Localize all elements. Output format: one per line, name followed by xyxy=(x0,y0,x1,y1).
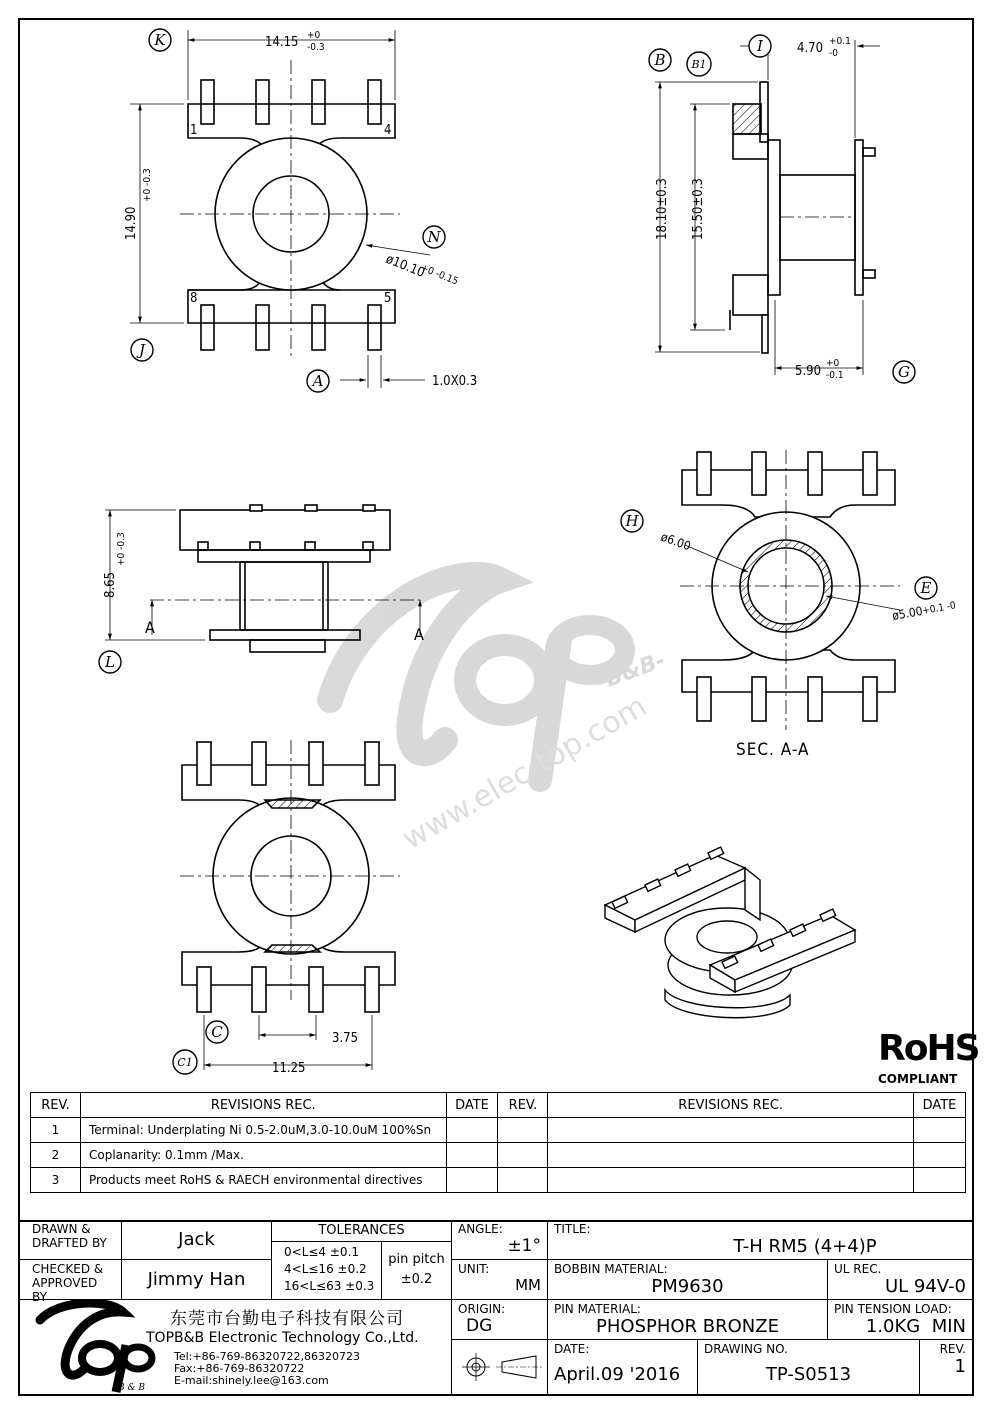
pin-pitch-label: pin pitch xyxy=(388,1252,445,1267)
checked-value: Jimmy Han xyxy=(122,1260,272,1300)
callout-n: N xyxy=(427,228,441,246)
bobbin-label: BOBBIN MATERIAL: xyxy=(554,1262,668,1276)
watermark xyxy=(330,575,669,857)
tolerance-rows xyxy=(272,1242,382,1300)
dim-height-left: 14.90 xyxy=(124,206,139,240)
dim-diam-n-tol: +0 -0.15 xyxy=(418,262,460,288)
pin-pitch-value: ±0.2 xyxy=(400,1272,433,1287)
company-block xyxy=(20,1300,452,1394)
dim-width-top-tol-dn: -0.3 xyxy=(307,42,325,53)
dim-diam-n: ø10.10 xyxy=(383,251,427,281)
revisions-header-row xyxy=(31,1093,966,1118)
pin-number-1: 1 xyxy=(190,123,198,138)
callout-b1: B1 xyxy=(691,58,707,71)
title-value: T-H RM5 (4+4)P xyxy=(733,1236,877,1257)
tol-row-1: 0<L≤4 ±0.1 xyxy=(284,1245,360,1259)
origin-label: ORIGIN: xyxy=(458,1302,506,1316)
section-label: SEC. A-A xyxy=(736,740,810,760)
bottom-view xyxy=(180,740,400,1070)
origin-value: DG xyxy=(466,1316,493,1336)
dim-diam-h: ø6.00 xyxy=(658,529,693,554)
table-row xyxy=(31,1168,966,1193)
ul-label: UL REC. xyxy=(834,1262,882,1276)
ul-value: UL 94V-0 xyxy=(884,1276,966,1297)
rev-label: REV. xyxy=(939,1342,966,1356)
title-block xyxy=(20,1220,972,1394)
company-contact xyxy=(174,1351,360,1387)
company-tel: Tel:+86-769-86320722,86320723 xyxy=(174,1350,361,1363)
rev-text: Coplanarity: 0.1mm /Max. xyxy=(80,1143,446,1168)
callout-j: J xyxy=(138,341,146,359)
drawn-value: Jack xyxy=(122,1220,272,1260)
dim-height-b: 18.10±0.3 xyxy=(655,178,670,240)
callout-i: I xyxy=(757,37,763,55)
rev-number: 2 xyxy=(31,1143,81,1168)
dim-span-c1: 11.25 xyxy=(272,1061,306,1076)
callout-b: B xyxy=(654,51,666,69)
dim-i: 4.70 xyxy=(797,41,824,56)
angle-label: ANGLE: xyxy=(458,1222,503,1236)
date-header-2: DATE xyxy=(913,1093,965,1118)
tension-label: PIN TENSION LOAD: xyxy=(834,1302,952,1316)
dim-width-top: 14.15 xyxy=(265,35,299,50)
dim-height-l-tol: +0 -0.3 xyxy=(116,532,127,566)
unit-label: UNIT: xyxy=(458,1262,490,1276)
section-mark-right: A xyxy=(414,625,424,644)
revisions-header: REVISIONS REC. xyxy=(80,1093,446,1118)
callout-l: L xyxy=(105,653,115,671)
dim-height-l: 8.65 xyxy=(103,571,118,598)
dim-pitch-c: 3.75 xyxy=(332,1031,359,1046)
pin-material-label: PIN MATERIAL: xyxy=(554,1302,641,1316)
tension-value: 1.0KG MIN xyxy=(865,1316,966,1337)
dim-height-b1: 15.50±0.3 xyxy=(691,178,706,240)
callout-a: A xyxy=(312,372,324,390)
rev-text: Terminal: Underplating Ni 0.5-2.0uM,3.0-10.0uM 100%Sn xyxy=(80,1118,446,1143)
rev-number: 1 xyxy=(31,1118,81,1143)
rev-number: 3 xyxy=(31,1168,81,1193)
rohs-mark xyxy=(878,1028,979,1086)
pin-material-value: PHOSPHOR BRONZE xyxy=(596,1316,779,1337)
company-name-cn: 东莞市台勤电子科技有限公司 xyxy=(170,1309,404,1329)
unit-value: MM xyxy=(515,1276,541,1294)
checked-label: CHECKED & APPROVED BY xyxy=(20,1260,122,1300)
callouts-side-view xyxy=(649,35,915,383)
bobbin-value: PM9630 xyxy=(651,1276,724,1297)
section-view xyxy=(680,450,900,730)
pin-number-5: 5 xyxy=(384,291,392,306)
rev-date xyxy=(446,1168,498,1193)
company-name-en: TOPB&B Electronic Technology Co.,Ltd. xyxy=(146,1330,419,1346)
rev-date xyxy=(446,1118,498,1143)
angle-value: ±1° xyxy=(507,1236,541,1256)
dim-i-tol-up: +0.1 xyxy=(829,36,851,47)
projection-symbol xyxy=(452,1340,548,1394)
dim-pin-section: 1.0X0.3 xyxy=(432,374,478,389)
company-fax: Fax:+86-769-86320722 xyxy=(174,1362,305,1375)
revisions-header-2: REVISIONS REC. xyxy=(548,1093,913,1118)
date-label: DATE: xyxy=(554,1342,590,1356)
dim-width-top-tol-up: +0 xyxy=(307,30,321,41)
tolerances-label: TOLERANCES xyxy=(272,1220,452,1242)
rohs-text: RoHS xyxy=(878,1028,979,1069)
dim-diam-e-tol: +0.1 -0 xyxy=(921,600,957,617)
drawing-no-label: DRAWING NO. xyxy=(704,1342,788,1356)
watermark-url: www.elec-top.com xyxy=(396,688,653,857)
pin-number-8: 8 xyxy=(190,291,198,306)
date-header: DATE xyxy=(446,1093,498,1118)
company-email: E-mail:shinely.lee@163.com xyxy=(174,1374,329,1387)
pin-pitch-cell xyxy=(382,1242,452,1300)
rev-text: Products meet RoHS & RAECH environmental directives xyxy=(80,1168,446,1193)
isometric-view xyxy=(605,847,855,1018)
dim-i-tol-dn: -0 xyxy=(829,48,838,59)
pin-number-4: 4 xyxy=(384,123,392,138)
watermark-sub: -B&B- xyxy=(593,647,669,696)
drawing-no-value: TP-S0513 xyxy=(765,1364,852,1385)
table-row xyxy=(31,1143,966,1168)
callout-h: H xyxy=(625,512,639,530)
drawn-label: DRAWN & DRAFTED BY xyxy=(20,1220,122,1260)
callout-e: E xyxy=(920,579,932,597)
rev-header: REV. xyxy=(31,1093,81,1118)
date-value: April.09 '2016 xyxy=(554,1364,681,1385)
dim-height-left-tol: +0 -0.3 xyxy=(142,168,153,202)
callout-c: C xyxy=(211,1023,223,1041)
callout-k: K xyxy=(154,31,166,49)
rohs-compliant: COMPLIANT xyxy=(878,1072,958,1086)
rev-date xyxy=(446,1143,498,1168)
revisions-table xyxy=(30,1092,966,1193)
rev-header-2: REV. xyxy=(498,1093,548,1118)
section-mark-left: A xyxy=(145,618,155,637)
dim-g: 5.90 xyxy=(795,364,822,379)
dim-g-tol-dn: -0.1 xyxy=(826,370,844,381)
dim-diam-e: ø5.00 xyxy=(891,603,924,623)
rev-value: 1 xyxy=(954,1356,966,1377)
logo-sub: B & B xyxy=(118,1383,145,1393)
company-logo xyxy=(28,1300,158,1394)
table-row xyxy=(31,1118,966,1143)
dim-g-tol-up: +0 xyxy=(826,358,840,369)
side-view xyxy=(655,40,880,375)
tol-row-2: 4<L≤16 ±0.2 xyxy=(284,1262,367,1276)
top-view xyxy=(130,30,430,388)
projection-icon xyxy=(452,1340,548,1394)
callout-c1: C1 xyxy=(177,1056,193,1069)
callout-g: G xyxy=(898,363,910,381)
tol-row-3: 16<L≤63 ±0.3 xyxy=(284,1279,375,1293)
title-label: TITLE: xyxy=(554,1222,591,1236)
